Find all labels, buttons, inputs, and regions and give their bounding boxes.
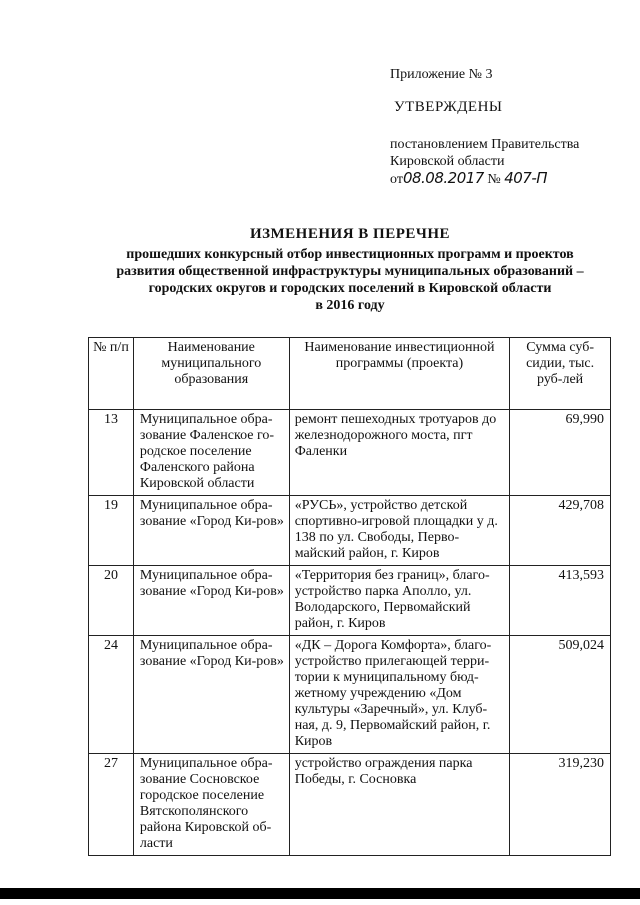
table-header-row	[89, 338, 611, 410]
row-amount: 413,593	[510, 566, 611, 636]
row-municipality: Муниципальное обра-зование «Город Ки-ров»	[133, 636, 289, 754]
title-line-4: в 2016 году	[315, 298, 385, 313]
row-amount: 69,990	[510, 410, 611, 496]
table-row	[89, 496, 611, 566]
title-line-2: развития общественной инфраструктуры муниципальных образований –	[116, 264, 584, 279]
title-line-3: городских округов и городских поселений в Кировской области	[148, 281, 552, 296]
row-amount: 429,708	[510, 496, 611, 566]
row-number: 20	[89, 566, 134, 636]
date-prefix: от	[390, 172, 403, 187]
decree-number: 407-П	[504, 169, 548, 187]
row-project: «Территория без границ», благо-устройство парка Аполло, ул. Володарского, Первомайский район, г. Киров	[289, 566, 510, 636]
row-municipality: Муниципальное обра-зование Сосновское городское поселение Вятскополянского района Кировской об-ласти	[133, 754, 289, 856]
decree-line-2: Кировской области	[390, 154, 505, 169]
row-project: «РУСЬ», устройство детской спортивно-игровой площадки у д. 138 по ул. Свободы, Перво-майский район, г. Киров	[289, 496, 510, 566]
header-municipality: Наименование муниципального образования	[133, 338, 289, 410]
decree-date-line	[390, 170, 630, 188]
appendix-label: Приложение № 3	[390, 67, 493, 82]
header-project: Наименование инвестиционной программы (проекта)	[289, 338, 510, 410]
table-row	[89, 410, 611, 496]
approval-block	[390, 66, 630, 188]
row-municipality: Муниципальное обра-зование Фаленское го-родское поселение Фаленского района Кировской области	[133, 410, 289, 496]
row-amount: 509,024	[510, 636, 611, 754]
decree-date: 08.08.2017	[402, 169, 484, 187]
approved-label: УТВЕРЖДЕНЫ	[394, 99, 503, 115]
number-prefix: №	[487, 172, 501, 187]
row-number: 19	[89, 496, 134, 566]
decree-line-1: постановлением Правительства	[390, 137, 580, 152]
scan-edge-bar	[0, 888, 640, 899]
title-main: ИЗМЕНЕНИЯ В ПЕРЕЧНЕ	[249, 226, 451, 242]
table-row	[89, 566, 611, 636]
table-row	[89, 636, 611, 754]
row-municipality: Муниципальное обра-зование «Город Ки-ров»	[133, 566, 289, 636]
row-municipality: Муниципальное обра-зование «Город Ки-ров»	[133, 496, 289, 566]
row-project: ремонт пешеходных тротуаров до железнодорожного моста, пгт Фаленки	[289, 410, 510, 496]
document-title	[90, 226, 610, 314]
row-number: 13	[89, 410, 134, 496]
row-number: 24	[89, 636, 134, 754]
projects-table	[88, 337, 611, 856]
table-row	[89, 754, 611, 856]
header-amount: Сумма суб-сидии, тыс. руб-лей	[510, 338, 611, 410]
row-project: «ДК – Дорога Комфорта», благо-устройство прилегающей терри-тории к муниципальному бюд-жетному учреждению «Дом культуры «Заречный», ул. Клуб-ная, д. 9, Первомайский район, г. Киров	[289, 636, 510, 754]
row-amount: 319,230	[510, 754, 611, 856]
header-number: № п/п	[89, 338, 134, 410]
row-project: устройство ограждения парка Победы, г. Сосновка	[289, 754, 510, 856]
decree-reference	[390, 136, 630, 188]
row-number: 27	[89, 754, 134, 856]
title-line-1: прошедших конкурсный отбор инвестиционных программ и проектов	[126, 247, 574, 262]
